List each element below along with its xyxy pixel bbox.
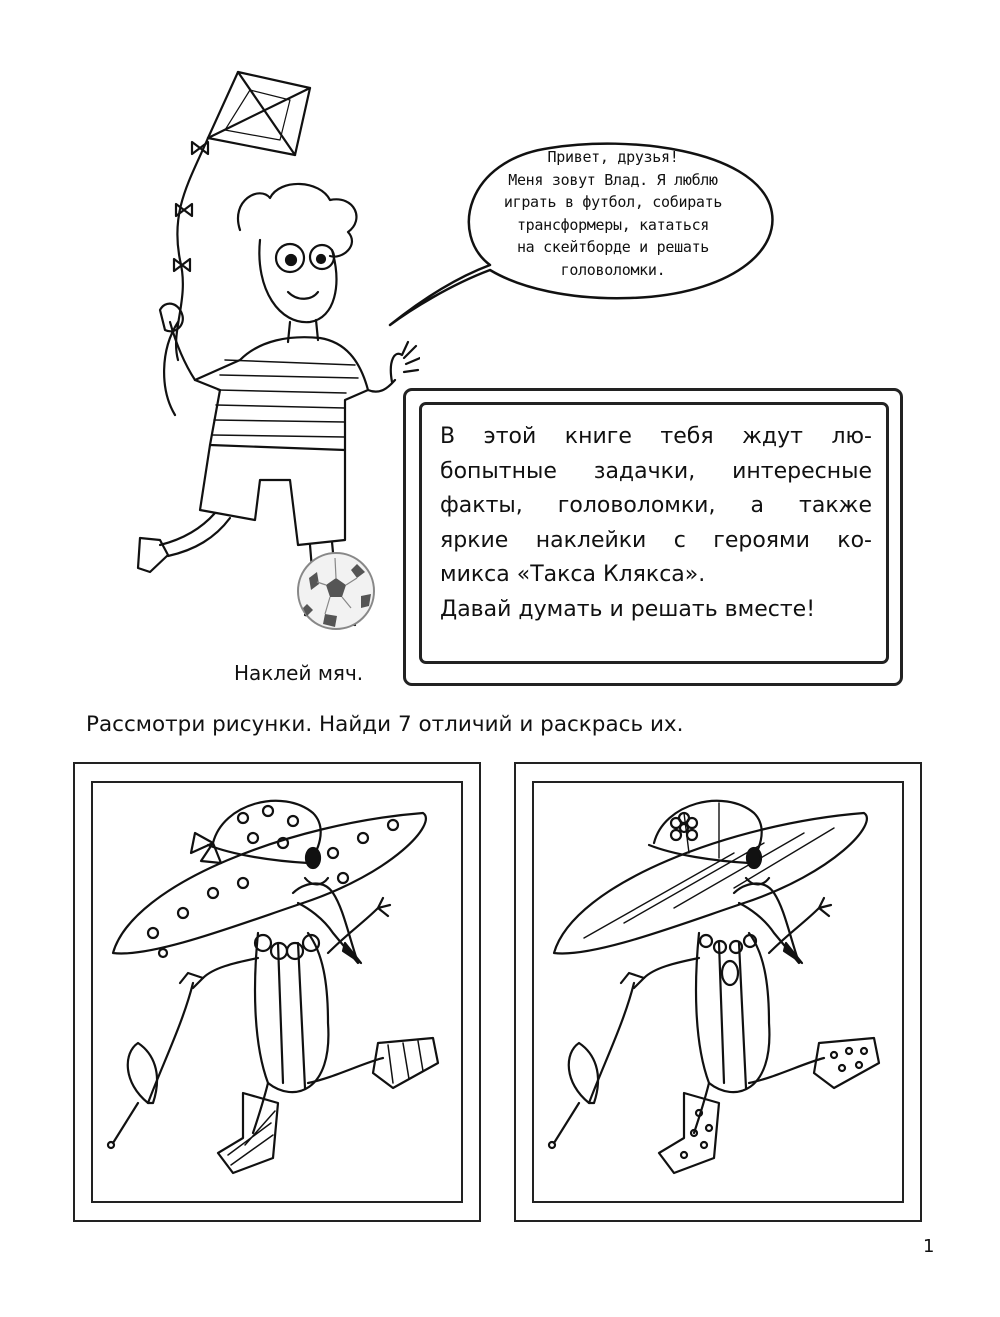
sticker-caption: Наклей мяч. bbox=[234, 661, 364, 685]
speech-line: на скейтборде и решать bbox=[516, 238, 710, 256]
info-line: Давай думать и решать вместе! bbox=[440, 596, 816, 622]
info-line: бопытные задачки, интересные bbox=[440, 458, 872, 484]
page-number: 1 bbox=[923, 1236, 935, 1257]
info-line: В этой книге тебя ждут лю- bbox=[440, 424, 872, 449]
info-line: факты, головоломки, а также bbox=[440, 493, 872, 518]
speech-bubble-text bbox=[478, 146, 748, 281]
soccer-ball-sticker-placeholder[interactable] bbox=[295, 550, 377, 632]
speech-line: трансформеры, кататься bbox=[516, 215, 710, 234]
info-line: микса «Такса Клякса». bbox=[440, 562, 706, 587]
info-line: яркие наклейки с героями ко- bbox=[440, 527, 872, 553]
speech-line: Меня зовут Влад. Я люблю bbox=[508, 170, 718, 189]
speech-line: играть в футбол, собирать bbox=[503, 193, 723, 211]
speech-line: Привет, друзья! bbox=[547, 148, 679, 166]
info-box-text bbox=[440, 420, 872, 627]
dachshund-in-polka-dot-hat[interactable] bbox=[93, 783, 461, 1201]
dachshund-in-striped-hat[interactable] bbox=[534, 783, 902, 1201]
speech-line: головоломки. bbox=[560, 260, 666, 279]
task-instruction: Рассмотри рисунки. Найди 7 отличий и раскрась их. bbox=[86, 712, 684, 737]
